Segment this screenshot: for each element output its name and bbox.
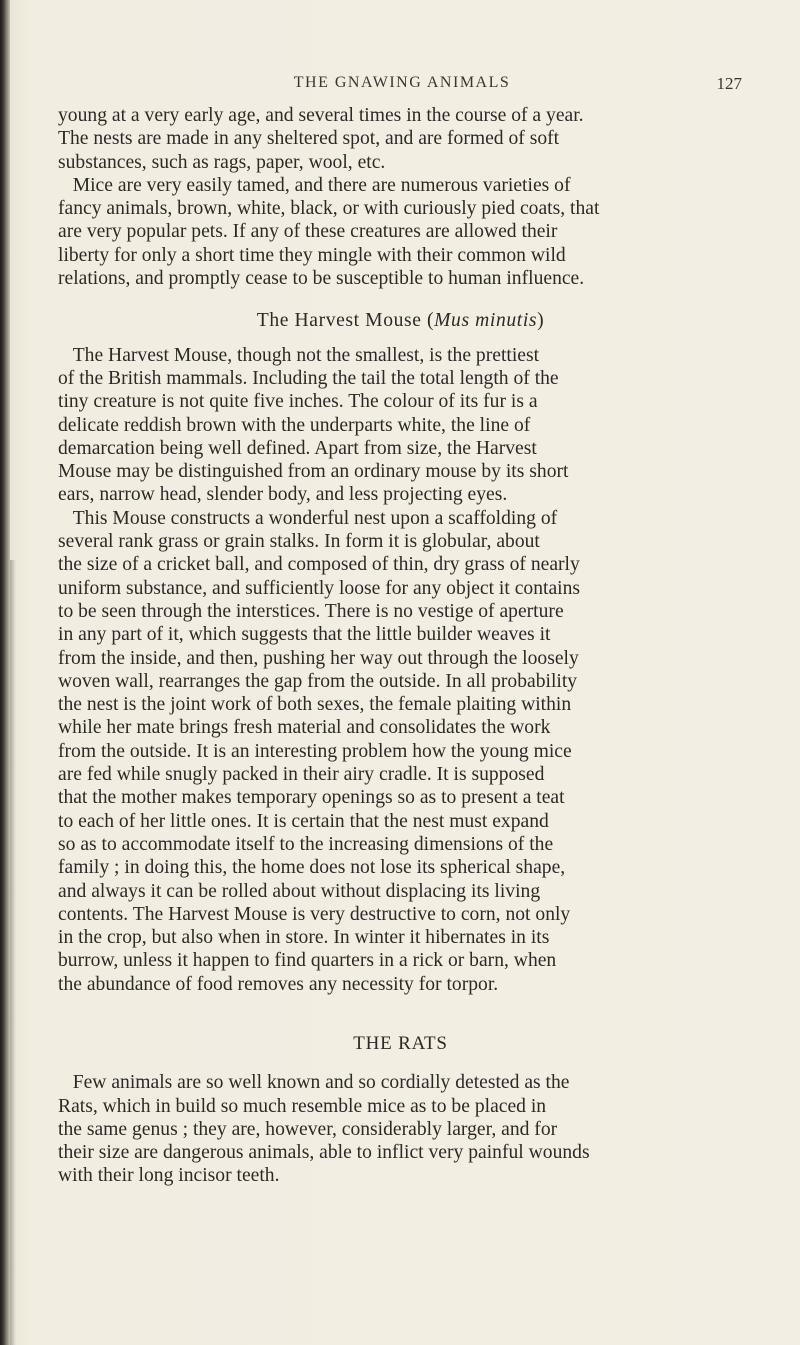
text-line: demarcation being well defined. Apart from size, the Harvest [58, 437, 537, 459]
text-line: the same genus ; they are, however, considerably larger, and for [58, 1118, 558, 1140]
text-line: of the British mammals. Including the tail the total length of the [58, 367, 559, 389]
text-line: while her mate brings fresh material and consolidates the work [58, 717, 551, 739]
section-harvest-mouse [58, 344, 743, 996]
gutter-bleed [10, 560, 16, 1345]
text-line: The Harvest Mouse, though not the smallest, is the prettiest [58, 344, 540, 366]
text-line: in the crop, but also when in store. In winter it hibernates in its [58, 927, 550, 949]
text-line: the nest is the joint work of both sexes, the female plaiting within [58, 694, 572, 716]
running-header [62, 74, 742, 98]
heading-latin-name: Mus minutis [434, 310, 538, 332]
text-line: the size of a cricket ball, and composed of thin, dry grass of nearly [58, 554, 580, 576]
text-line: so as to accommodate itself to the increasing dimensions of the [58, 833, 554, 855]
text-line: and always it can be rolled about without displacing its living [58, 880, 541, 902]
text-line: young at a very early age, and several times in the course of a year. [58, 105, 584, 126]
text-line: burrow, unless it happen to find quarters in a rick or barn, when [58, 950, 557, 972]
text-line: Mouse may be distinguished from an ordinary mouse by its short [58, 461, 569, 483]
text-line: from the inside, and then, pushing her way out through the loosely [58, 647, 579, 669]
text-line: Mice are very easily tamed, and there are numerous varieties of [58, 174, 571, 196]
section-mice-intro [58, 104, 743, 290]
text-line: from the outside. It is an interesting problem how the young mice [58, 740, 572, 762]
text-line: ears, narrow head, slender body, and less projecting eyes. [58, 484, 508, 506]
text-line: woven wall, rearranges the gap from the outside. In all probability [58, 670, 578, 692]
text-line: tiny creature is not quite five inches. The colour of its fur is a [58, 391, 538, 413]
section-heading-harvest-mouse: The Harvest Mouse (Mus minutis) [256, 310, 545, 332]
text-line: that the mother makes temporary openings so as to present a teat [58, 787, 565, 809]
text-line: to each of her little ones. It is certain that the nest must expand [58, 810, 549, 832]
page-number: 127 [716, 74, 742, 93]
text-line: with their long incisor teeth. [58, 1165, 280, 1187]
text-line: substances, such as rags, paper, wool, etc. [58, 151, 386, 173]
running-title: THE GNAWING ANIMALS [293, 74, 511, 91]
text-line: are fed while snugly packed in their airy cradle. It is supposed [58, 764, 545, 786]
text-line: the abundance of food removes any necessity for torpor. [58, 973, 499, 995]
text-line: relations, and promptly cease to be susceptible to human influence. [58, 268, 585, 290]
text-line: uniform substance, and sufficiently loose for any object it contains [58, 577, 581, 599]
text-line: to be seen through the interstices. There is no vestige of aperture [58, 600, 564, 622]
text-line: This Mouse constructs a wonderful nest upon a scaffolding of [58, 507, 558, 529]
text-line: Rats, which in build so much resemble mice as to be placed in [58, 1095, 547, 1117]
text-line: contents. The Harvest Mouse is very destructive to corn, not only [58, 903, 571, 925]
section-rats [58, 1071, 743, 1187]
page-gutter-shadow [0, 0, 10, 1345]
heading-title: The Harvest Mouse [256, 310, 422, 332]
text-line: The nests are made in any sheltered spot, and are formed of soft [58, 128, 560, 150]
text-line: several rank grass or grain stalks. In form it is globular, about [58, 531, 540, 553]
text-line: in any part of it, which suggests that the little builder weaves it [58, 624, 551, 646]
text-line: Few animals are so well known and so cordially detested as the [58, 1072, 570, 1094]
body-text [58, 104, 743, 1188]
text-line: liberty for only a short time they mingle with their common wild [58, 244, 566, 266]
text-line: delicate reddish brown with the underparts white, the line of [58, 414, 531, 436]
text-line: are very popular pets. If any of these creatures are allowed their [58, 221, 558, 243]
section-heading-rats: THE RATS [353, 1032, 448, 1054]
text-line: family ; in doing this, the home does not lose its spherical shape, [58, 857, 566, 879]
text-line: fancy animals, brown, white, black, or with curiously pied coats, that [58, 198, 600, 220]
text-line: their size are dangerous animals, able to inflict very painful wounds [58, 1142, 590, 1164]
